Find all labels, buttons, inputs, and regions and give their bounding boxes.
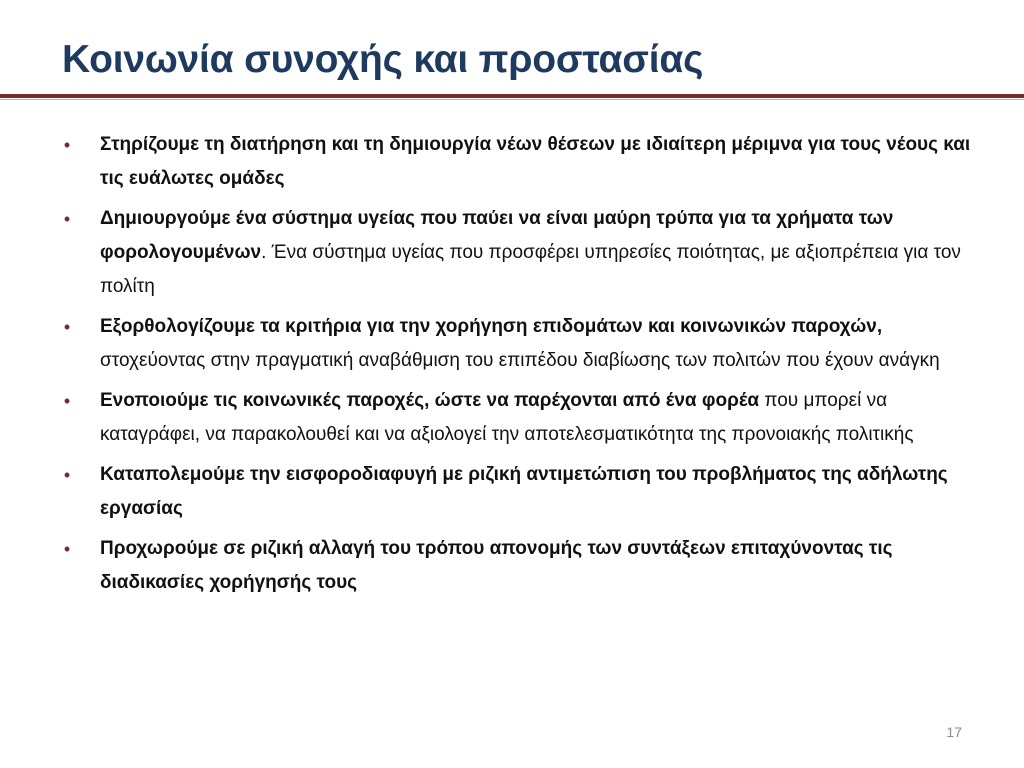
bullet-list bbox=[60, 128, 980, 606]
bullet-text-bold: Καταπολεμούμε την εισφοροδιαφυγή με ριζική αντιμετώπιση του προβλήματος της αδήλωτης εργασίας bbox=[100, 464, 948, 519]
bullet-item bbox=[60, 532, 980, 600]
bullet-item bbox=[60, 310, 980, 378]
bullet-text-bold: Εξορθολογίζουμε τα κριτήρια για την χορήγηση επιδομάτων και κοινωνικών παροχών, bbox=[100, 316, 883, 337]
bullet-text-normal: στοχεύοντας στην πραγματική αναβάθμιση του επιπέδου διαβίωσης των πολιτών που έχουν ανάγκη bbox=[100, 350, 940, 371]
slide-title: Κοινωνία συνοχής και προστασίας bbox=[62, 38, 704, 81]
bullet-dot-icon: • bbox=[63, 317, 71, 337]
bullet-text-bold: Προχωρούμε σε ριζική αλλαγή του τρόπου απονομής των συντάξεων επιταχύνοντας τις διαδικασίες χορήγησής τους bbox=[100, 538, 893, 593]
bullet-item bbox=[60, 384, 980, 452]
bullet-text-normal: που μπορεί να καταγράφει, να παρακολουθεί και να αξιολογεί την αποτελεσματικότητα της προνοιακής πολιτικής bbox=[100, 390, 914, 445]
bullet-dot-icon: • bbox=[63, 209, 71, 229]
bullet-item bbox=[60, 202, 980, 304]
bullet-dot-icon: • bbox=[63, 391, 71, 411]
bullet-item bbox=[60, 458, 980, 526]
bullet-dot-icon: • bbox=[63, 135, 71, 155]
bullet-dot-icon: • bbox=[63, 539, 71, 559]
bullet-item bbox=[60, 128, 980, 196]
title-divider-thin bbox=[0, 99, 1024, 100]
page-number: 17 bbox=[946, 724, 962, 740]
bullet-text-bold: Στηρίζουμε τη διατήρηση και τη δημιουργία νέων θέσεων με ιδιαίτερη μέριμνα για τους νέους και τις ευάλωτες ομάδες bbox=[100, 134, 971, 189]
bullet-text-bold: Δημιουργούμε ένα σύστημα υγείας που παύει να είναι μαύρη τρύπα για τα χρήματα των φορολογουμένων bbox=[100, 208, 894, 263]
bullet-text-bold: Ενοποιούμε τις κοινωνικές παροχές, ώστε να παρέχονται από ένα φορέα bbox=[100, 390, 760, 411]
bullet-dot-icon: • bbox=[63, 465, 71, 485]
title-divider bbox=[0, 94, 1024, 98]
bullet-text-normal: . Ένα σύστημα υγείας που προσφέρει υπηρεσίες ποιότητας, με αξιοπρέπεια για τον πολίτη bbox=[100, 242, 961, 297]
